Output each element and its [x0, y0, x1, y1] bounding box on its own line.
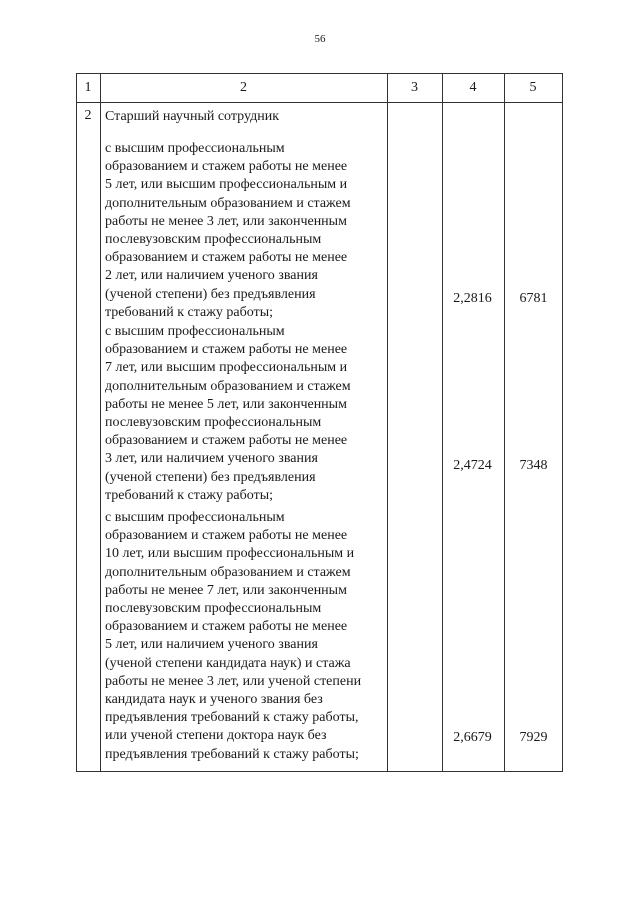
description-line: (ученой степени кандидата наук) и стажа — [105, 655, 351, 671]
description-line: дополнительным образованием и стажем — [105, 378, 351, 394]
description-line: или ученой степени доктора наук без — [105, 728, 327, 744]
description-line: образованием и стажем работы не менее — [105, 433, 348, 449]
description-line: требований к стажу работы; — [105, 487, 273, 503]
row-number: 2 — [84, 108, 92, 123]
description-line: требований к стажу работы; — [105, 304, 273, 320]
description-line: 7 лет, или высшим профессиональным и — [105, 360, 348, 376]
column-divider-3 — [442, 73, 443, 772]
column-header-1: 1 — [84, 80, 92, 95]
description-line: работы не менее 5 лет, или законченным — [105, 396, 347, 412]
description-line: дополнительным образованием и стажем — [105, 195, 351, 211]
description-line: 2 лет, или наличием ученого звания — [105, 268, 318, 284]
description-line: 5 лет, или наличием ученого звания — [105, 637, 318, 653]
description-line: образованием и стажем работы не менее — [105, 342, 348, 358]
table-border-right — [562, 73, 563, 772]
salary-value: 7929 — [519, 730, 548, 745]
salary-value: 6781 — [519, 291, 548, 306]
description-line: работы не менее 3 лет, или ученой степени — [105, 673, 362, 689]
column-header-3: 3 — [411, 80, 418, 95]
description-line: работы не менее 3 лет, или законченным — [105, 213, 347, 229]
description-line: (ученой степени) без предъявления — [105, 286, 316, 302]
page-number: 56 — [314, 33, 326, 45]
salary-table — [76, 73, 563, 772]
description-line: с высшим профессиональным — [105, 141, 285, 156]
column-header-2: 2 — [240, 80, 247, 95]
description-line: послевузовским профессиональным — [105, 232, 322, 247]
column-divider-4 — [504, 73, 505, 772]
column-header-5: 5 — [529, 80, 537, 95]
position-title: Старший научный сотрудник — [105, 109, 280, 124]
coefficient-value: 2,2816 — [453, 291, 492, 306]
description-line: 10 лет, или высшим профессиональным и — [105, 546, 355, 562]
description-line: кандидата наук и ученого звания без — [105, 692, 323, 707]
description-line: (ученой степени) без предъявления — [105, 469, 316, 485]
coefficient-value: 2,4724 — [453, 458, 492, 473]
description-line: дополнительным образованием и стажем — [105, 564, 351, 580]
salary-value: 7348 — [519, 458, 548, 473]
description-line: образованием и стажем работы не менее — [105, 528, 348, 544]
description-line: образованием и стажем работы не менее — [105, 250, 348, 266]
description-line: с высшим профессиональным — [105, 510, 285, 525]
column-header-4: 4 — [469, 80, 477, 95]
column-divider-2 — [387, 73, 388, 772]
description-line: послевузовским профессиональным — [105, 601, 322, 616]
table-border-bottom — [76, 771, 563, 772]
coefficient-value: 2,6679 — [453, 730, 492, 745]
description-line: образованием и стажем работы не менее — [105, 619, 348, 635]
table-border-left — [76, 73, 77, 772]
description-line: образованием и стажем работы не менее — [105, 159, 348, 175]
description-line: послевузовским профессиональным — [105, 415, 322, 430]
description-line: с высшим профессиональным — [105, 324, 285, 339]
description-line: 3 лет, или наличием ученого звания — [105, 451, 318, 467]
description-line: 5 лет, или высшим профессиональным и — [105, 177, 348, 193]
description-line: предъявления требований к стажу работы, — [105, 710, 359, 726]
description-line: работы не менее 7 лет, или законченным — [105, 582, 347, 598]
header-divider — [76, 102, 563, 103]
column-divider-1 — [100, 73, 101, 772]
description-line: предъявления требований к стажу работы; — [105, 746, 359, 762]
